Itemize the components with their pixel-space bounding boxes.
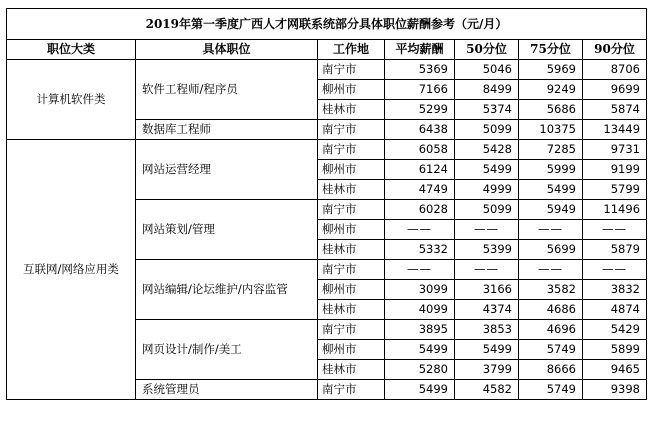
p75-cell: 4686: [519, 300, 583, 320]
p75-cell: 10375: [519, 120, 583, 140]
city-cell: 桂林市: [318, 100, 385, 120]
city-cell: 柳州市: [318, 340, 385, 360]
avg-cell: 5499: [385, 380, 455, 400]
p75-cell: 5699: [519, 240, 583, 260]
salary-sheet: [6, 8, 646, 400]
header-position: 具体职位: [136, 40, 318, 60]
city-cell: 桂林市: [318, 180, 385, 200]
p50-cell: 4582: [455, 380, 519, 400]
p50-cell: 5428: [455, 140, 519, 160]
header-row: [7, 40, 647, 60]
p50-cell: 4999: [455, 180, 519, 200]
city-cell: 南宁市: [318, 60, 385, 80]
p90-cell: 8706: [583, 60, 647, 80]
p90-cell: 11496: [583, 200, 647, 220]
avg-cell: 5332: [385, 240, 455, 260]
p75-cell: 7285: [519, 140, 583, 160]
city-cell: 南宁市: [318, 320, 385, 340]
category-cell: 计算机软件类: [7, 60, 136, 140]
city-cell: 柳州市: [318, 80, 385, 100]
p50-cell: 5046: [455, 60, 519, 80]
table-title: 2019年第一季度广西人才网联系统部分具体职位薪酬参考（元/月）: [7, 9, 647, 40]
p50-cell: ——: [455, 260, 519, 280]
p90-cell: ——: [583, 260, 647, 280]
header-category: 职位大类: [7, 40, 136, 60]
city-cell: 桂林市: [318, 360, 385, 380]
p50-cell: 3799: [455, 360, 519, 380]
header-p90: 90分位: [583, 40, 647, 60]
avg-cell: 5299: [385, 100, 455, 120]
p50-cell: 8499: [455, 80, 519, 100]
header-average: 平均薪酬: [385, 40, 455, 60]
position-cell: 网页设计/制作/美工: [136, 320, 318, 380]
p75-cell: 5686: [519, 100, 583, 120]
p90-cell: 9465: [583, 360, 647, 380]
avg-cell: 4749: [385, 180, 455, 200]
p90-cell: 4874: [583, 300, 647, 320]
p90-cell: 9731: [583, 140, 647, 160]
p90-cell: 5899: [583, 340, 647, 360]
position-cell: 网站策划/管理: [136, 200, 318, 260]
avg-cell: ——: [385, 220, 455, 240]
city-cell: 南宁市: [318, 200, 385, 220]
p75-cell: 8666: [519, 360, 583, 380]
table-row: [7, 60, 647, 80]
p90-cell: 3832: [583, 280, 647, 300]
p50-cell: 3166: [455, 280, 519, 300]
p90-cell: 5879: [583, 240, 647, 260]
city-cell: 南宁市: [318, 120, 385, 140]
p75-cell: 5969: [519, 60, 583, 80]
p50-cell: 5499: [455, 160, 519, 180]
position-cell: 数据库工程师: [136, 120, 318, 140]
title-row: [7, 9, 647, 40]
p90-cell: 5799: [583, 180, 647, 200]
avg-cell: 3099: [385, 280, 455, 300]
avg-cell: 5499: [385, 340, 455, 360]
header-p75: 75分位: [519, 40, 583, 60]
avg-cell: 5369: [385, 60, 455, 80]
table-row: [7, 140, 647, 160]
p50-cell: 5499: [455, 340, 519, 360]
city-cell: 南宁市: [318, 140, 385, 160]
avg-cell: 4099: [385, 300, 455, 320]
p90-cell: 13449: [583, 120, 647, 140]
p75-cell: 5749: [519, 380, 583, 400]
city-cell: 桂林市: [318, 240, 385, 260]
p50-cell: 5399: [455, 240, 519, 260]
p90-cell: 5874: [583, 100, 647, 120]
p90-cell: 9199: [583, 160, 647, 180]
avg-cell: 6124: [385, 160, 455, 180]
header-city: 工作地: [318, 40, 385, 60]
city-cell: 南宁市: [318, 260, 385, 280]
city-cell: 桂林市: [318, 300, 385, 320]
city-cell: 柳州市: [318, 160, 385, 180]
avg-cell: 6438: [385, 120, 455, 140]
p90-cell: 9398: [583, 380, 647, 400]
p50-cell: 3853: [455, 320, 519, 340]
p75-cell: 5949: [519, 200, 583, 220]
p75-cell: ——: [519, 260, 583, 280]
p75-cell: 4696: [519, 320, 583, 340]
p50-cell: 5099: [455, 200, 519, 220]
avg-cell: 6058: [385, 140, 455, 160]
city-cell: 南宁市: [318, 380, 385, 400]
position-cell: 系统管理员: [136, 380, 318, 400]
p50-cell: 4374: [455, 300, 519, 320]
category-cell: 互联网/网络应用类: [7, 140, 136, 400]
avg-cell: 5280: [385, 360, 455, 380]
salary-table: [6, 8, 647, 400]
p75-cell: 3582: [519, 280, 583, 300]
p90-cell: ——: [583, 220, 647, 240]
city-cell: 柳州市: [318, 220, 385, 240]
position-cell: 网站运营经理: [136, 140, 318, 200]
p75-cell: 5499: [519, 180, 583, 200]
p75-cell: ——: [519, 220, 583, 240]
p75-cell: 9249: [519, 80, 583, 100]
avg-cell: 7166: [385, 80, 455, 100]
position-cell: 软件工程师/程序员: [136, 60, 318, 120]
avg-cell: 3895: [385, 320, 455, 340]
p75-cell: 5999: [519, 160, 583, 180]
p90-cell: 5429: [583, 320, 647, 340]
avg-cell: 6028: [385, 200, 455, 220]
p50-cell: 5374: [455, 100, 519, 120]
city-cell: 柳州市: [318, 280, 385, 300]
p90-cell: 9699: [583, 80, 647, 100]
position-cell: 网站编辑/论坛维护/内容监管: [136, 260, 318, 320]
p50-cell: ——: [455, 220, 519, 240]
avg-cell: ——: [385, 260, 455, 280]
header-p50: 50分位: [455, 40, 519, 60]
p75-cell: 5749: [519, 340, 583, 360]
p50-cell: 5099: [455, 120, 519, 140]
